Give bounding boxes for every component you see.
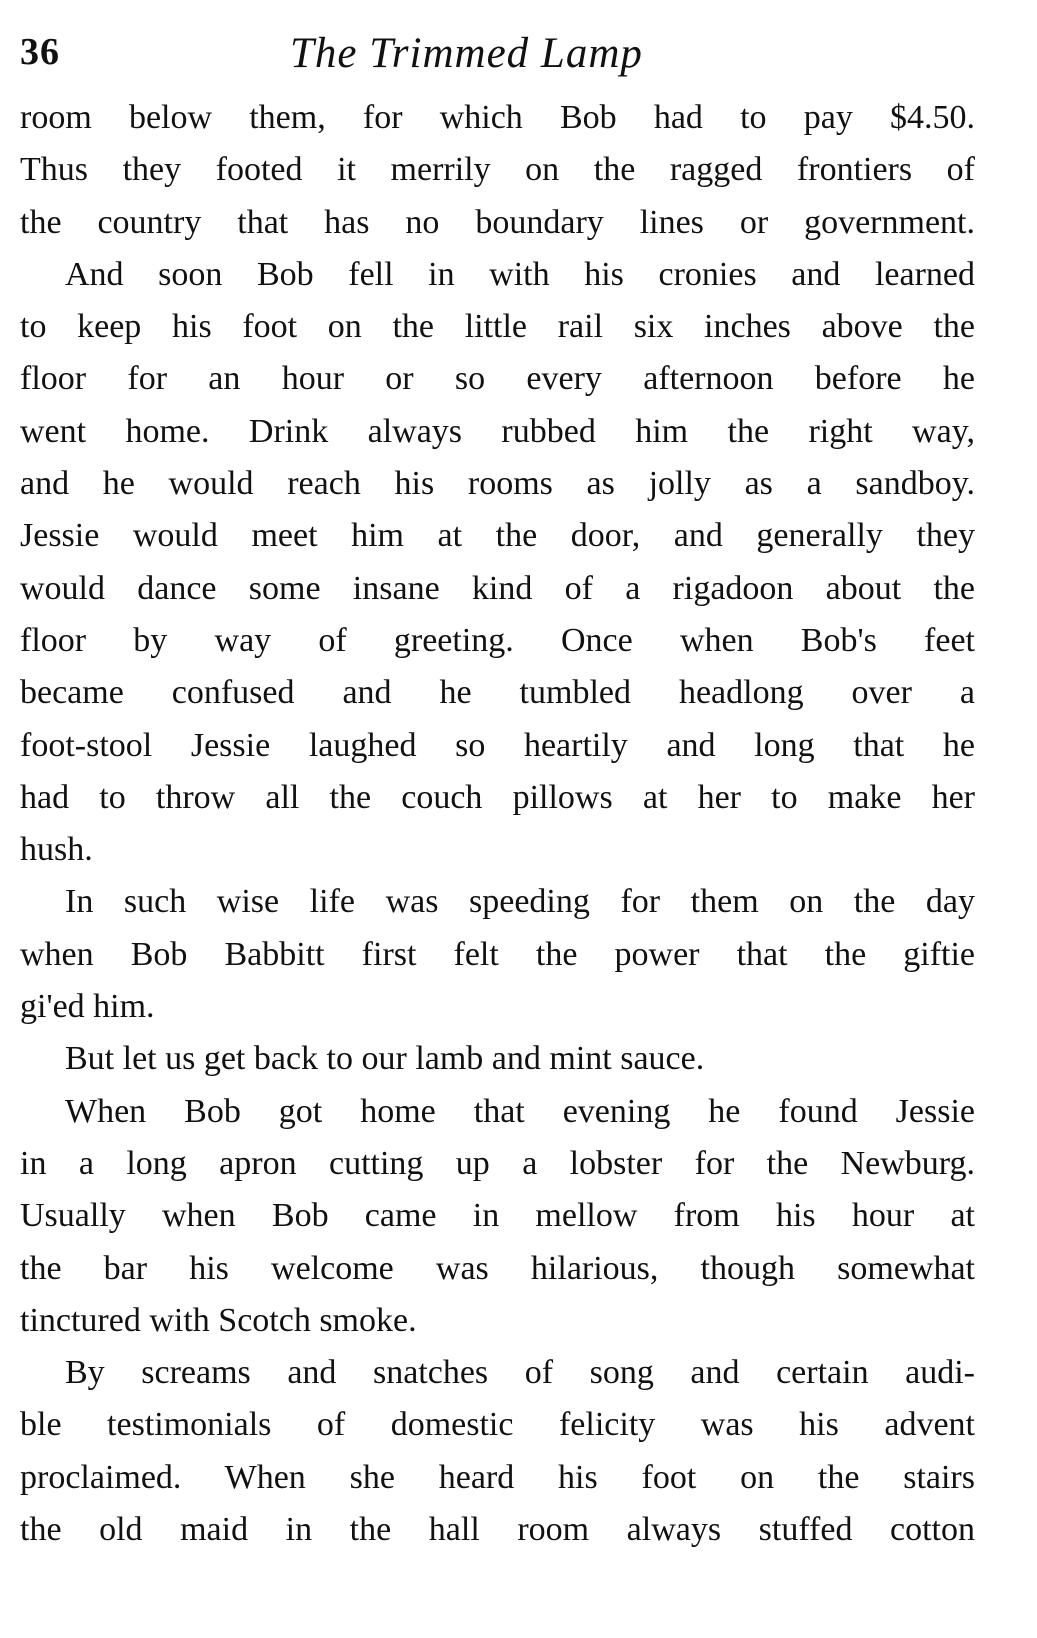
text-line: the old maid in the hall room always stuffed cotton xyxy=(20,1511,975,1549)
text-line: proclaimed. When she heard his foot on the stairs xyxy=(20,1458,975,1496)
text-line: became confused and he tumbled headlong over a xyxy=(20,674,975,712)
text-line: tinctured with Scotch smoke. xyxy=(20,1301,417,1339)
text-line: Jessie would meet him at the door, and generally they xyxy=(20,517,975,555)
text-line: the country that has no boundary lines or government. xyxy=(20,203,975,241)
text-line: would dance some insane kind of a rigadoon about the xyxy=(20,569,975,607)
text-line: floor for an hour or so every afternoon before he xyxy=(20,360,975,398)
paragraph xyxy=(20,1086,975,1347)
text-line: gi'ed him. xyxy=(20,988,155,1026)
page-number: 36 xyxy=(20,31,60,73)
text-line: ble testimonials of domestic felicity was his advent xyxy=(20,1406,975,1444)
paragraph xyxy=(20,1347,975,1556)
text-line: When Bob got home that evening he found Jessie xyxy=(65,1092,975,1130)
paragraph xyxy=(20,249,975,877)
text-line: floor by way of greeting. Once when Bob's feet xyxy=(20,621,975,659)
paragraph xyxy=(20,1033,975,1085)
text-line: had to throw all the couch pillows at her to make her xyxy=(20,778,975,816)
text-line: foot-stool Jessie laughed so heartily and long that he xyxy=(20,726,975,764)
text-line: when Bob Babbitt first felt the power that the giftie xyxy=(20,935,975,973)
text-line: Usually when Bob came in mellow from his hour at xyxy=(20,1197,975,1235)
page-header xyxy=(20,20,997,94)
text-line: the bar his welcome was hilarious, though somewhat xyxy=(20,1249,975,1287)
text-line: to keep his foot on the little rail six inches above the xyxy=(20,308,975,346)
text-line: in a long apron cutting up a lobster for the Newburg. xyxy=(20,1144,975,1182)
paragraph xyxy=(20,876,975,1033)
text-line: hush. xyxy=(20,831,93,869)
text-line: In such wise life was speeding for them on the day xyxy=(65,883,975,921)
body-text xyxy=(20,92,975,1556)
text-line: and he would reach his rooms as jolly as a sandboy. xyxy=(20,465,975,503)
text-line: room below them, for which Bob had to pay $4.50. xyxy=(20,99,975,136)
text-line: By screams and snatches of song and certain audi- xyxy=(65,1354,975,1392)
text-line: Thus they footed it merrily on the ragged frontiers of xyxy=(20,151,975,189)
text-line: went home. Drink always rubbed him the right way, xyxy=(20,412,975,450)
text-line: And soon Bob fell in with his cronies and learned xyxy=(65,255,975,293)
running-title: The Trimmed Lamp xyxy=(290,30,643,77)
paragraph xyxy=(20,92,975,249)
text-line: But let us get back to our lamb and mint sauce. xyxy=(65,1040,705,1078)
